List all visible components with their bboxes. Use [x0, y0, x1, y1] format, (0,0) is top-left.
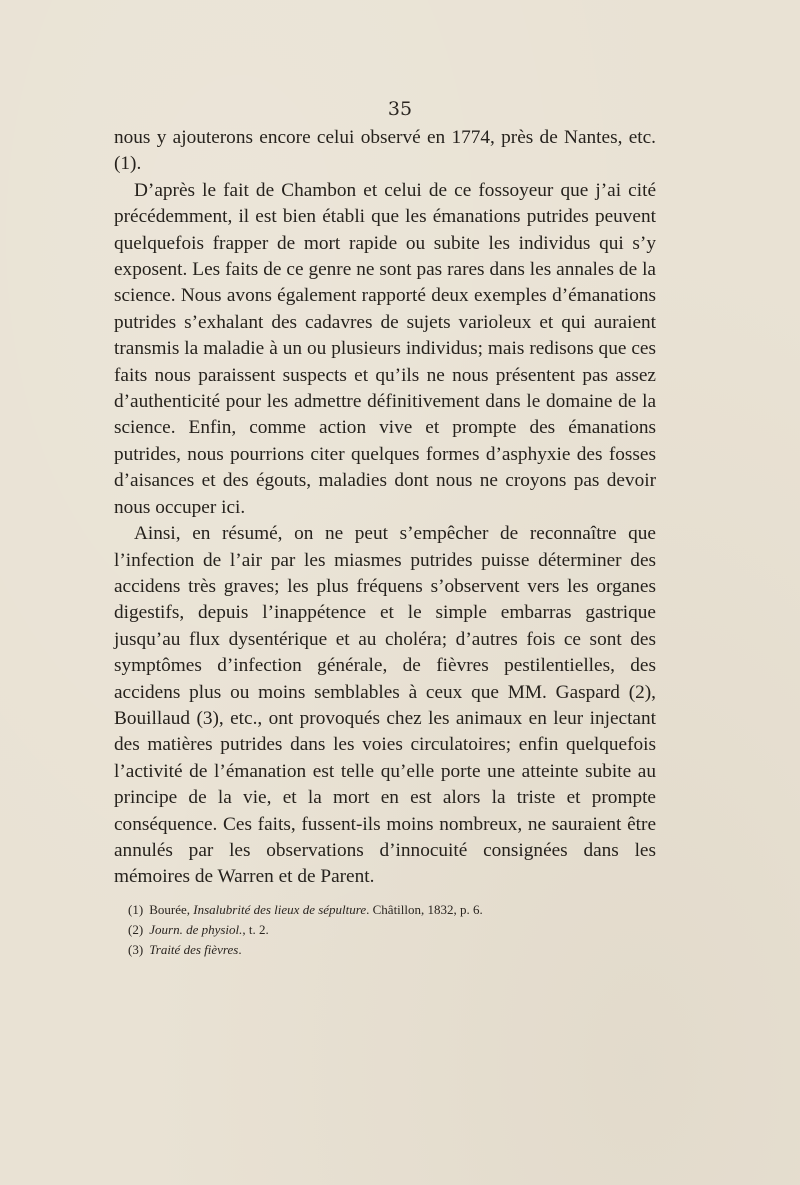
footnote — [128, 920, 648, 940]
footnote — [128, 940, 648, 960]
page-number: 35 — [387, 98, 413, 120]
footnote-text: Bourée, — [149, 902, 194, 917]
body-text — [114, 125, 656, 891]
footnote-title: Insalubrité des lieux de sépulture — [193, 902, 367, 917]
footnotes — [128, 900, 648, 960]
footnote-number: (2) — [128, 922, 144, 937]
paragraph: D’après le fait de Chambon et celui de ce fossoyeur que j’ai cité précédemment, il est bien établi que les émanations putrides peuvent quelquefois frapper de mort rapide ou subite les individus qui s’y exposent. Les faits de ce genre ne sont pas rares dans les annales de la science. Nous avons également rapporté deux exemples d’émanations putrides s’exhalant des cadavres de sujets varioleux et qui auraient transmis la maladie à un ou plusieurs individus; mais redisons que ces faits nous paraissent suspects et qu’ils ne nous présentent pas assez d’authenticité pour les admettre définitivement dans le domaine de la science. Enfin, comme action vive et prompte des émanations putrides, nous pourrions citer quelques formes d’asphyxie des fosses d’aisances et des égouts, maladies dont nous ne croyons pas devoir nous occuper ici. — [114, 179, 656, 518]
paragraph: Ainsi, en résumé, on ne peut s’empêcher de reconnaître que l’infection de l’air par les miasmes putrides puisse déterminer des accidens très graves; les plus fréquens s’observent vers les organes digestifs, depuis l’inappétence et le simple embarras gastrique jusqu’au flux dysentérique et au choléra; d’autres fois ce sont des symptômes d’infection générale, de fièvres pestilentielles, des accidens plus ou moins semblables à ceux que MM. Gaspard (2), Bouillaud (3), etc., ont provoqués chez les animaux en leur injectant des matières putrides dans les voies circulatoires; enfin quelquefois l’activité de l’émanation est telle qu’elle porte une atteinte subite au principe de la vie, et la mort en est alors la triste et prompte conséquence. Ces faits, fussent-ils moins nombreux, ne sauraient être annulés par les observations d’innocuité consignées dans les mémoires de Warren et de Parent. — [114, 523, 656, 888]
footnote-title: Traité des fièvres — [149, 942, 239, 957]
footnote — [128, 900, 648, 920]
footnote-title: Journ. de physiol. — [149, 922, 243, 937]
footnote-number: (3) — [128, 942, 144, 957]
footnote-text: . — [238, 942, 242, 957]
footnote-text: . Châtillon, 1832, p. 6. — [366, 902, 483, 917]
footnote-text: , t. 2. — [242, 922, 269, 937]
footnote-number: (1) — [128, 902, 144, 917]
paragraph: nous y ajouterons encore celui observé en 1774, près de Nantes, etc. (1). — [114, 127, 656, 175]
